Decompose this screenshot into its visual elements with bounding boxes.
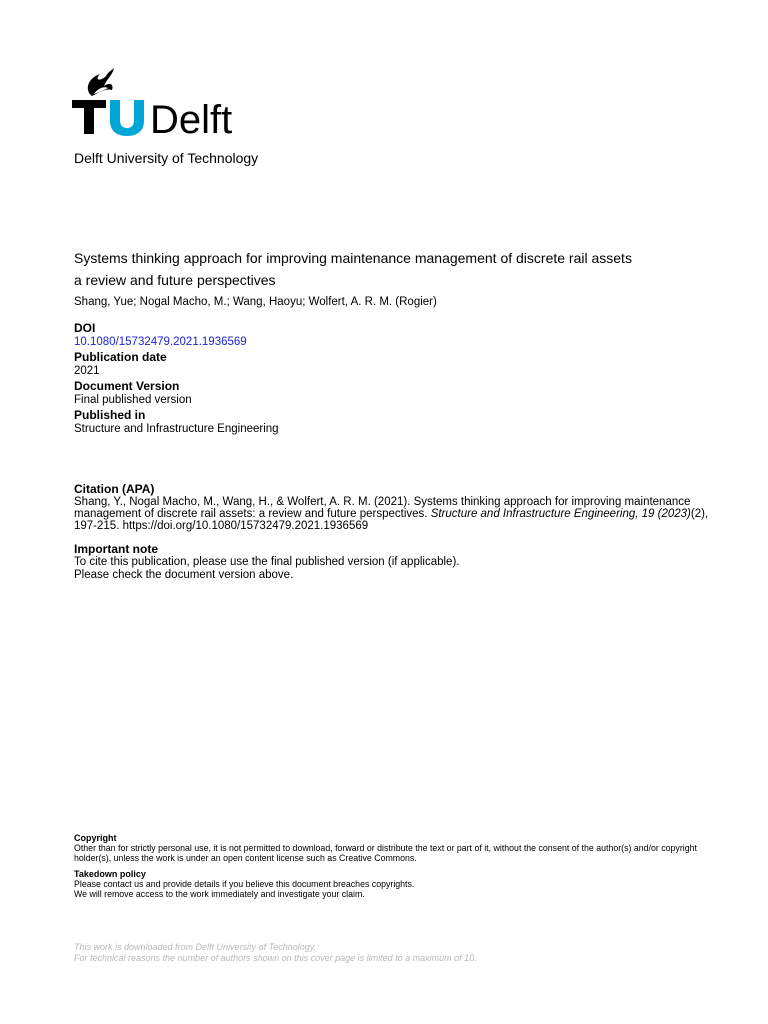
- takedown-line-1: Please contact us and provide details if you believe this document breaches copyrights.: [74, 879, 415, 889]
- citation-journal: Structure and Infrastructure Engineering: [430, 508, 636, 521]
- important-note-line-2: Please check the document version above.: [74, 568, 294, 581]
- citation-volume: 19 (2023): [641, 508, 691, 521]
- copyright-label: Copyright: [74, 833, 117, 843]
- institution-name: Delft University of Technology: [74, 150, 259, 166]
- tu-delft-flame-logo-icon: [70, 66, 260, 138]
- disclaimer-line-1: This work is downloaded from Delft University of Technology.: [74, 942, 317, 952]
- takedown-line-2: We will remove access to the work immediately and investigate your claim.: [74, 889, 365, 899]
- metadata-fields: [74, 320, 714, 436]
- document-version-label: Document Version: [74, 379, 180, 393]
- doi-label: DOI: [74, 321, 96, 335]
- copyright-block: [74, 833, 714, 863]
- tu-delft-logo: [70, 66, 260, 138]
- takedown-block: [74, 869, 714, 899]
- disclaimer-line-2: For technical reasons the number of authors shown on this cover page is limited to a maximum of 10.: [74, 952, 477, 963]
- important-note-line-1: To cite this publication, please use the final published version (if applicable).: [74, 556, 460, 568]
- citation-text: [74, 496, 714, 533]
- download-disclaimer: [74, 942, 714, 963]
- important-note-block: [74, 541, 714, 581]
- copyright-text: Other than for strictly personal use, it is not permitted to download, forward or distribute the text or part of it, without the consent of the author(s) and/or copyright holder(s), unless the work is under an open content license such as Creative Commons.: [74, 843, 697, 863]
- document-version-value: Final published version: [74, 394, 192, 406]
- citation-text-part2: (2), 197-215. https://doi.org/10.1080/15732479.2021.1936569: [74, 508, 709, 533]
- published-in-label: Published in: [74, 408, 146, 422]
- publication-date-value: 2021: [74, 365, 100, 377]
- logo-delft-text: Delft: [150, 98, 233, 138]
- published-in-value: Structure and Infrastructure Engineering: [74, 423, 279, 435]
- citation-block: [74, 481, 714, 533]
- citation-text-part1: Shang, Y., Nogal Macho, M., Wang, H., & Wolfert, A. R. M. (2021). Systems thinking approach for improving maintenance management of discrete rail assets: a review and future perspectives.: [74, 496, 691, 521]
- takedown-label: Takedown policy: [74, 869, 146, 879]
- title-line-1: Systems thinking approach for improving maintenance management of discrete rail assets: [74, 250, 632, 266]
- citation-label: Citation (APA): [74, 482, 155, 496]
- publication-date-label: Publication date: [74, 350, 167, 364]
- title-line-2: a review and future perspectives: [74, 272, 276, 288]
- document-title: [74, 247, 754, 291]
- important-note-label: Important note: [74, 542, 158, 556]
- doi-link[interactable]: 10.1080/15732479.2021.1936569: [74, 336, 247, 348]
- authors: Shang, Yue; Nogal Macho, M.; Wang, Haoyu; Wolfert, A. R. M. (Rogier): [74, 296, 437, 308]
- citation-sep: ,: [635, 508, 642, 521]
